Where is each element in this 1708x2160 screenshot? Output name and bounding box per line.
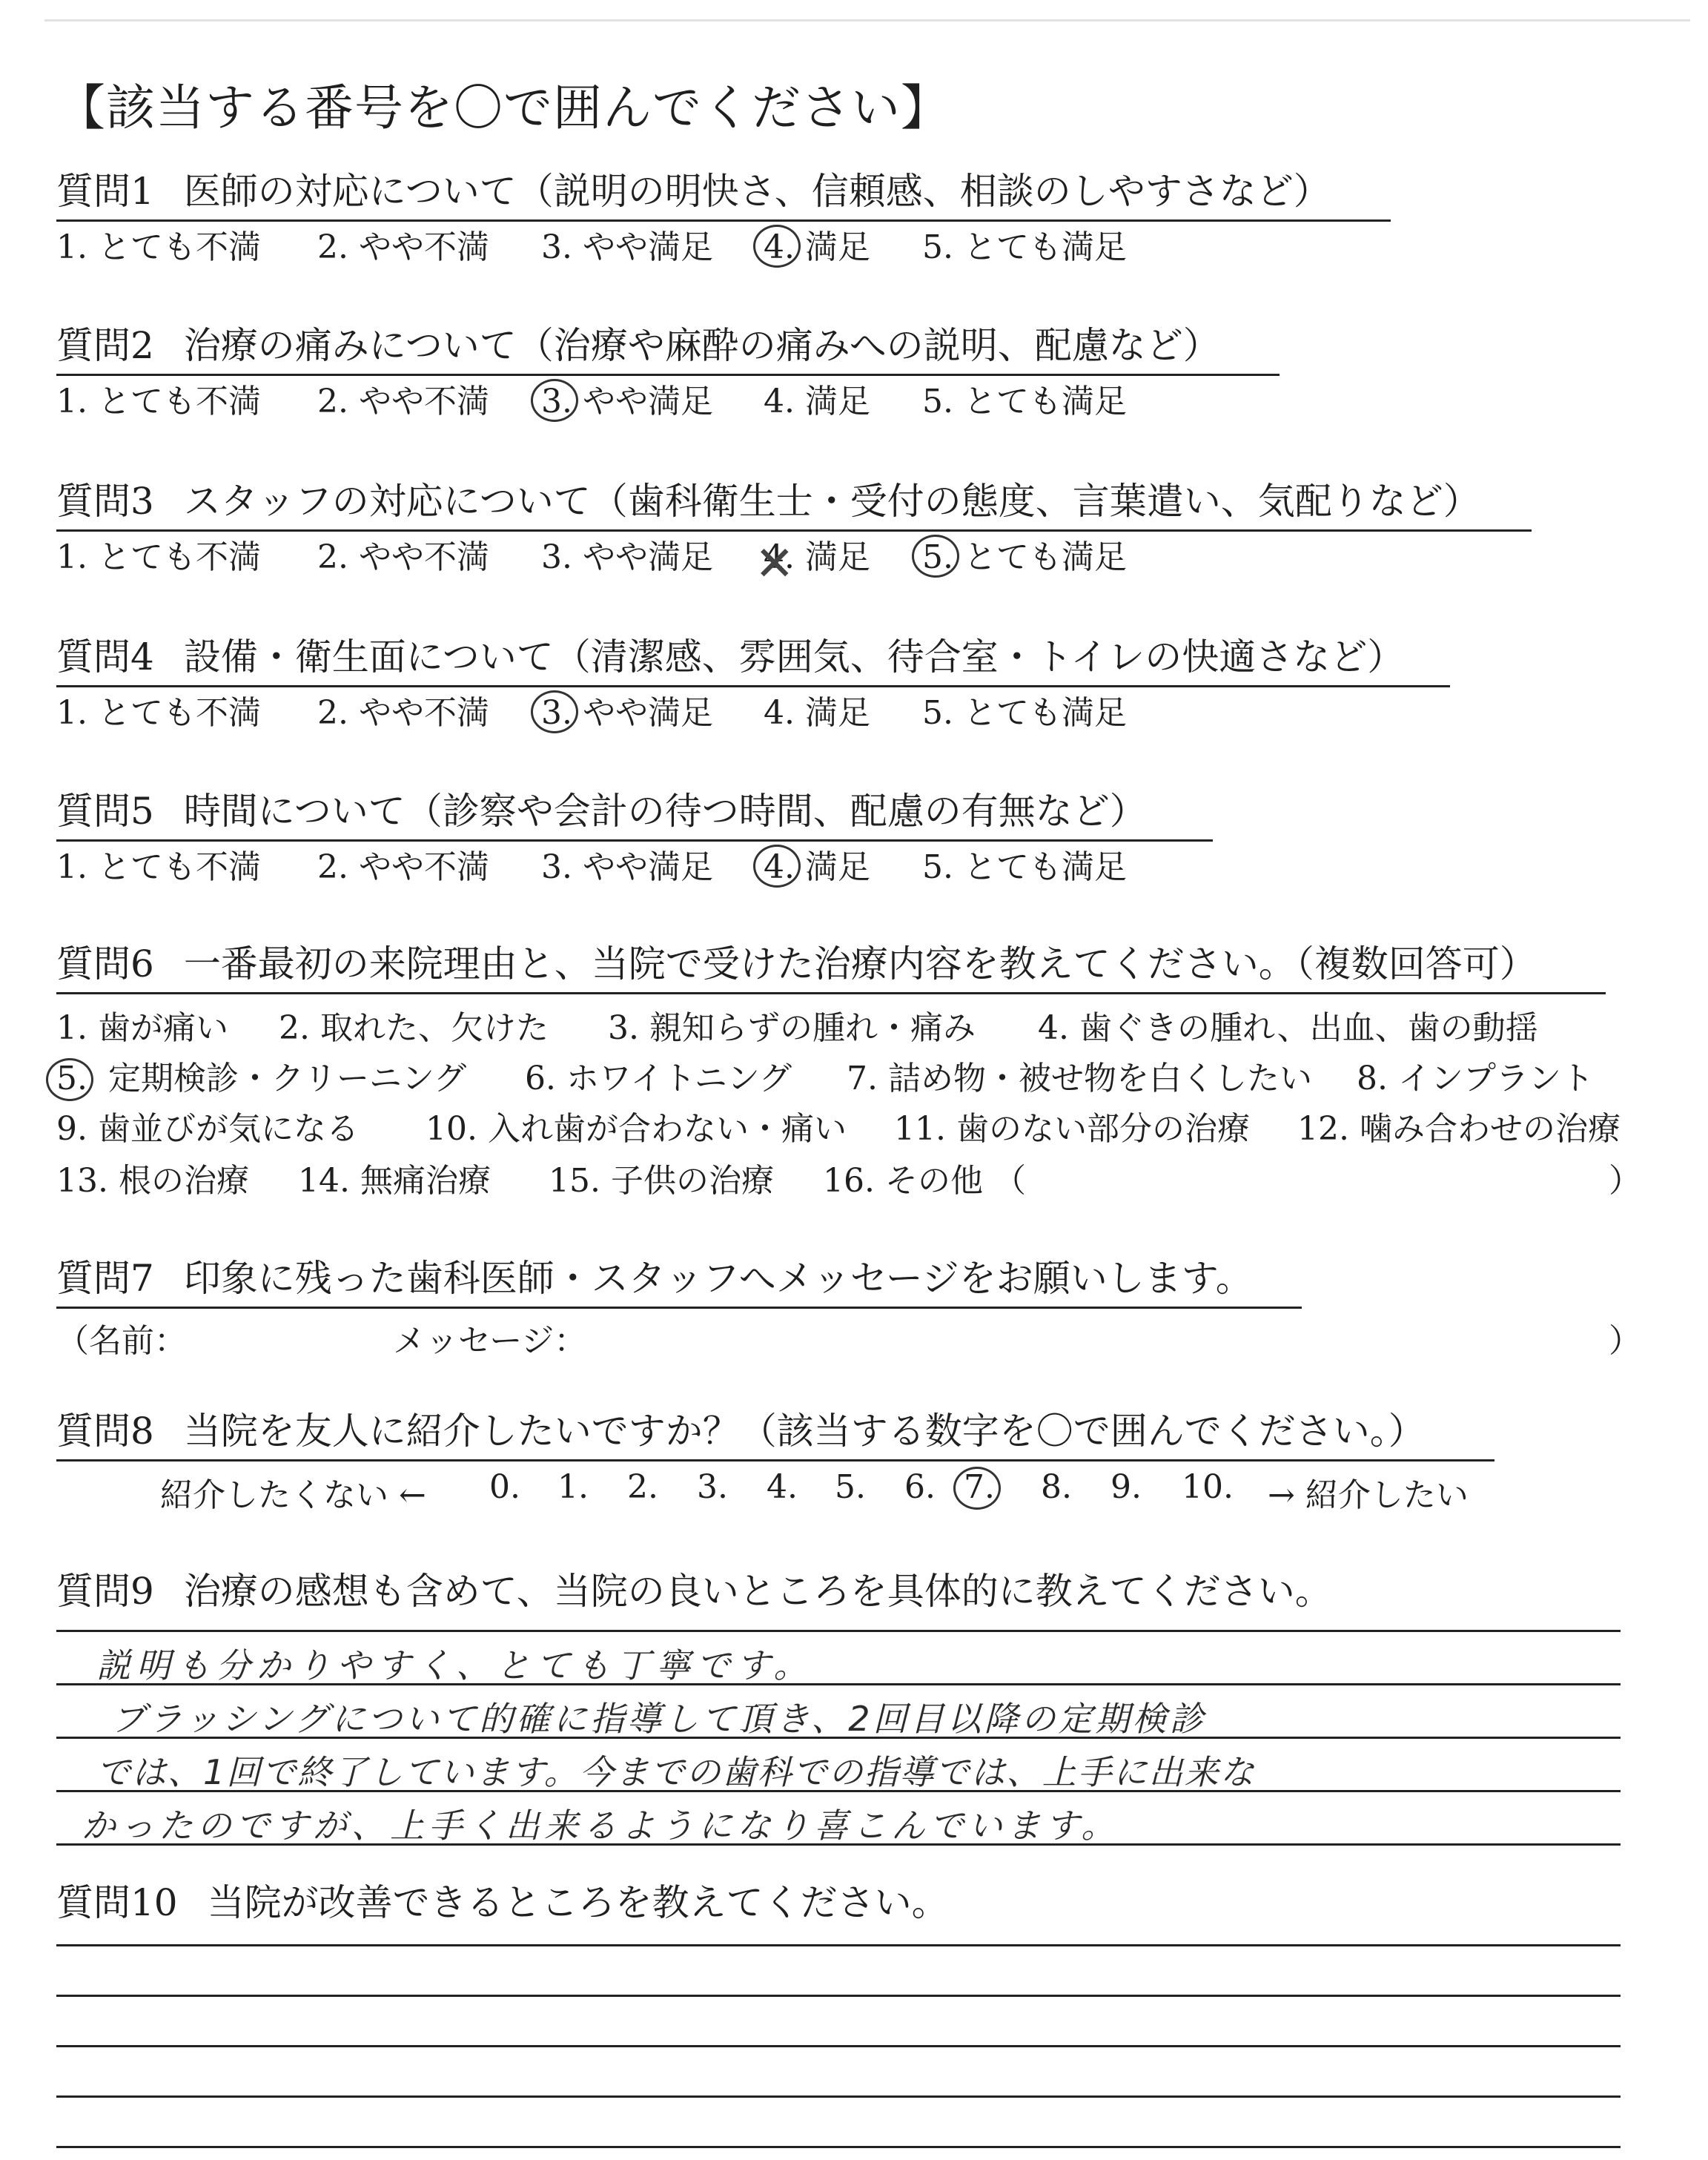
rating-option-5[interactable]: 5. とても満足 bbox=[922, 848, 1127, 886]
question-5 bbox=[56, 785, 1213, 889]
question-9 bbox=[56, 1565, 1332, 1618]
rating-option-4[interactable]: 4. 満足 bbox=[764, 694, 870, 732]
q6-option-10[interactable]: 10. 入れ歯が合わない・痛い bbox=[426, 1110, 847, 1148]
rating-option-3[interactable]: 3. やや満足 bbox=[541, 848, 713, 886]
rating-options bbox=[56, 380, 1280, 423]
answer-line[interactable] bbox=[56, 2146, 1621, 2148]
scale-6[interactable]: 6. bbox=[904, 1468, 936, 1506]
question-title: 印象に残った歯科医師・スタッフへメッセージをお願いします。 bbox=[183, 1257, 1253, 1300]
rating-options bbox=[56, 692, 1450, 735]
question-underline bbox=[56, 1459, 1494, 1462]
question-8 bbox=[56, 1404, 1494, 1462]
page-top-edge bbox=[44, 19, 1690, 22]
rating-options bbox=[56, 536, 1532, 579]
rating-option-2[interactable]: 2. やや不満 bbox=[317, 228, 489, 266]
question-title: 当院を友人に紹介したいですか？（該当する数字を〇で囲んでください。） bbox=[183, 1410, 1426, 1453]
rating-option-1[interactable]: 1. とても不満 bbox=[56, 383, 261, 420]
question-underline bbox=[56, 992, 1606, 994]
question-underline bbox=[56, 839, 1213, 842]
scale-2[interactable]: 2. bbox=[627, 1468, 658, 1506]
q6-option-2[interactable]: 2. 取れた、欠けた bbox=[279, 1009, 549, 1047]
question-4 bbox=[56, 630, 1450, 735]
q6-other-close-paren: ） bbox=[1609, 1162, 1641, 1200]
q7-name-label[interactable]: （名前： bbox=[56, 1322, 187, 1360]
form-header: 【該当する番号を〇で囲んでください】 bbox=[56, 79, 950, 136]
scale-7-selected[interactable]: 7. bbox=[964, 1468, 995, 1506]
rating-option-1[interactable]: 1. とても不満 bbox=[56, 848, 261, 886]
rating-option-5[interactable]: 5. とても満足 bbox=[922, 383, 1127, 420]
handwritten-answer-line-4: かったのですが、上手く出来るようになり喜こんでいます。 bbox=[82, 1806, 1120, 1846]
handwritten-answer-line-3: では、1回で終了しています。今までの歯科での指導では、上手に出来な bbox=[96, 1752, 1256, 1792]
rating-option-5-selected[interactable]: 5. とても満足 bbox=[922, 536, 1127, 579]
rating-option-5[interactable]: 5. とても満足 bbox=[922, 694, 1127, 732]
rating-option-5[interactable]: 5. とても満足 bbox=[922, 228, 1127, 266]
question-underline bbox=[56, 1307, 1302, 1309]
question-10 bbox=[56, 1876, 949, 1929]
question-title: 治療の痛みについて（治療や麻酔の痛みへの説明、配慮など） bbox=[183, 324, 1220, 367]
q6-option-16-other[interactable]: 16. その他 （ bbox=[823, 1162, 1026, 1200]
scale-9[interactable]: 9. bbox=[1110, 1468, 1142, 1506]
q6-option-11[interactable]: 11. 歯のない部分の治療 bbox=[894, 1110, 1250, 1148]
q6-option-4[interactable]: 4. 歯ぐきの腫れ、出血、歯の動揺 bbox=[1038, 1009, 1538, 1047]
question-title: 医師の対応について（説明の明快さ、信頼感、相談のしやすさなど） bbox=[183, 170, 1331, 213]
scale-0[interactable]: 0. bbox=[489, 1468, 520, 1506]
q6-option-13[interactable]: 13. 根の治療 bbox=[56, 1162, 249, 1200]
scale-4[interactable]: 4. bbox=[767, 1468, 798, 1506]
answer-line[interactable] bbox=[56, 1995, 1621, 1997]
question-number: 質問5 bbox=[56, 790, 154, 833]
rating-option-1[interactable]: 1. とても不満 bbox=[56, 228, 261, 266]
question-number: 質問4 bbox=[56, 635, 154, 678]
question-6 bbox=[56, 937, 1606, 994]
question-title: 時間について（診察や会計の待つ時間、配慮の有無など） bbox=[183, 790, 1147, 833]
question-title: 設備・衛生面について（清潔感、雰囲気、待合室・トイレの快適さなど） bbox=[183, 635, 1405, 678]
question-number: 質問7 bbox=[56, 1257, 154, 1300]
rating-option-1[interactable]: 1. とても不満 bbox=[56, 694, 261, 732]
q6-option-12[interactable]: 12. 噛み合わせの治療 bbox=[1297, 1110, 1621, 1148]
rating-options bbox=[56, 846, 1213, 889]
q6-option-6[interactable]: 6. ホワイトニング bbox=[525, 1060, 792, 1097]
answer-line bbox=[56, 1630, 1621, 1632]
rating-option-3-selected[interactable]: 3. やや満足 bbox=[541, 380, 713, 423]
answer-line[interactable] bbox=[56, 2045, 1621, 2047]
q6-option-5-selected[interactable]: 5. 定期検診・クリーニング bbox=[56, 1060, 467, 1097]
q6-option-14[interactable]: 14. 無痛治療 bbox=[298, 1162, 491, 1200]
scale-3[interactable]: 3. bbox=[697, 1468, 728, 1506]
question-number: 質問10 bbox=[56, 1881, 178, 1924]
rating-option-3[interactable]: 3. やや満足 bbox=[541, 228, 713, 266]
q6-option-1[interactable]: 1. 歯が痛い bbox=[56, 1009, 228, 1047]
q6-option-9[interactable]: 9. 歯並びが気になる bbox=[56, 1110, 359, 1148]
rating-option-2[interactable]: 2. やや不満 bbox=[317, 848, 489, 886]
question-number: 質問1 bbox=[56, 170, 154, 213]
handwritten-answer-line-1: 説明も分かりやすく、とても丁寧です。 bbox=[96, 1645, 814, 1685]
q7-close-paren: ） bbox=[1609, 1322, 1641, 1360]
rating-option-2[interactable]: 2. やや不満 bbox=[317, 694, 489, 732]
rating-option-3-selected[interactable]: 3. やや満足 bbox=[541, 692, 713, 735]
question-title: 治療の感想も含めて、当院の良いところを具体的に教えてください。 bbox=[183, 1570, 1332, 1613]
q7-message-label[interactable]: メッセージ： bbox=[393, 1322, 587, 1360]
question-underline bbox=[56, 219, 1391, 222]
question-7 bbox=[56, 1252, 1302, 1309]
rating-option-4-selected[interactable]: 4. 満足 bbox=[764, 846, 870, 889]
answer-line[interactable] bbox=[56, 1944, 1621, 1946]
question-title: 当院が改善できるところを教えてください。 bbox=[207, 1881, 949, 1924]
handwritten-answer-line-2: ブラッシングについて的確に指導して頂き、2回目以降の定期検診 bbox=[111, 1699, 1207, 1739]
scale-1[interactable]: 1. bbox=[557, 1468, 589, 1506]
question-title: スタッフの対応について（歯科衛生士・受付の態度、言葉遣い、気配りなど） bbox=[183, 480, 1480, 523]
rating-option-4-selected[interactable]: 4. 満足 bbox=[764, 226, 870, 269]
rating-option-4-crossed-out[interactable]: ✕ 4. 満足 bbox=[764, 536, 870, 579]
rating-option-3[interactable]: 3. やや満足 bbox=[541, 538, 713, 576]
question-number: 質問2 bbox=[56, 324, 154, 367]
rating-option-4[interactable]: 4. 満足 bbox=[764, 383, 870, 420]
question-number: 質問8 bbox=[56, 1410, 154, 1453]
q6-option-3[interactable]: 3. 親知らずの腫れ・痛み bbox=[608, 1009, 976, 1047]
question-1 bbox=[56, 165, 1391, 269]
scale-8[interactable]: 8. bbox=[1041, 1468, 1072, 1506]
q6-option-7[interactable]: 7. 詰め物・被せ物を白くしたい bbox=[847, 1060, 1312, 1097]
q6-option-15[interactable]: 15. 子供の治療 bbox=[549, 1162, 774, 1200]
rating-option-2[interactable]: 2. やや不満 bbox=[317, 383, 489, 420]
rating-option-2[interactable]: 2. やや不満 bbox=[317, 538, 489, 576]
question-underline bbox=[56, 685, 1450, 687]
scale-5[interactable]: 5. bbox=[835, 1468, 866, 1506]
scale-right-label: → 紹介したい bbox=[1268, 1476, 1469, 1514]
question-underline bbox=[56, 374, 1280, 376]
question-title: 一番最初の来院理由と、当院で受けた治療内容を教えてください。（複数回答可） bbox=[183, 942, 1537, 985]
scale-10[interactable]: 10. bbox=[1182, 1468, 1234, 1506]
scale-left-label: 紹介したくない ← bbox=[160, 1476, 426, 1514]
question-underline bbox=[56, 529, 1532, 532]
rating-options bbox=[56, 226, 1391, 269]
question-number: 質問9 bbox=[56, 1570, 154, 1613]
answer-line[interactable] bbox=[56, 2095, 1621, 2098]
q6-option-8[interactable]: 8. インプラント bbox=[1357, 1060, 1594, 1097]
question-3 bbox=[56, 475, 1532, 579]
question-number: 質問6 bbox=[56, 942, 154, 985]
question-number: 質問3 bbox=[56, 480, 154, 523]
rating-option-1[interactable]: 1. とても不満 bbox=[56, 538, 261, 576]
question-2 bbox=[56, 319, 1280, 423]
